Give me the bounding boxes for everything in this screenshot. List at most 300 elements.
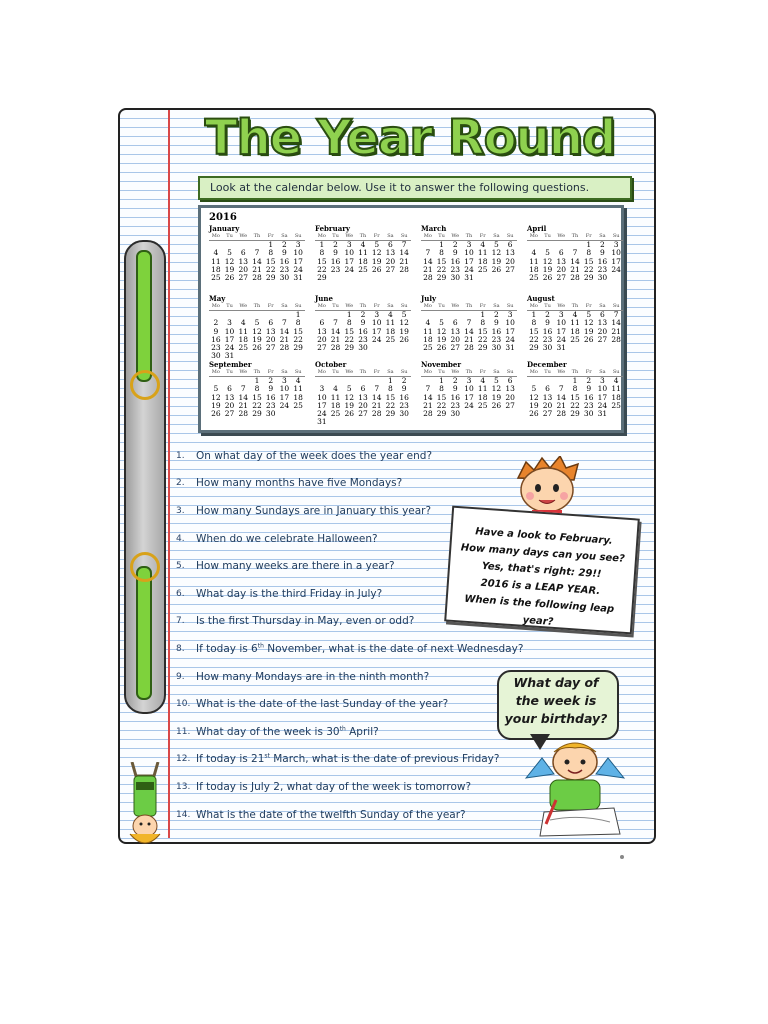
day-cell: 4 — [613, 376, 619, 385]
calendar-month — [315, 294, 411, 352]
weekday-header — [527, 233, 623, 241]
day-cell: 3 — [466, 240, 472, 249]
day-cell: 23 — [330, 264, 341, 274]
day-cell: 6 — [452, 318, 458, 328]
day-cell: 2 — [268, 376, 274, 385]
day-cell: 26 — [491, 400, 502, 410]
question-text-part: November, what is the date of next Wednesday? — [263, 642, 524, 655]
weekday-label: Fr — [479, 369, 486, 375]
day-cell: 10 — [224, 326, 235, 336]
day-cell: 31 — [556, 343, 567, 353]
day-cell: 22 — [436, 264, 447, 274]
page-dot — [620, 855, 624, 859]
day-cell: 27 — [597, 334, 608, 344]
day-cell: 19 — [529, 400, 539, 410]
day-cell: 21 — [330, 334, 341, 344]
day-cell: 7 — [374, 384, 380, 394]
day-cell: 9 — [282, 248, 287, 258]
day-cell: 3 — [319, 384, 325, 394]
weekday-label: Su — [506, 369, 514, 375]
weekday-label: Fr — [267, 303, 274, 309]
day-cell: 25 — [529, 273, 539, 283]
day-cell: 23 — [491, 334, 502, 344]
day-cell: 1 — [586, 240, 592, 249]
day-cell: 3 — [282, 376, 287, 385]
weekday-label: We — [451, 233, 460, 239]
day-cell: 13 — [238, 256, 249, 266]
day-cell: 13 — [556, 256, 567, 266]
day-cell: 5 — [494, 240, 499, 249]
day-cell: 11 — [477, 384, 488, 394]
day-cell: 15 — [317, 256, 327, 266]
day-cell: 4 — [480, 376, 486, 385]
calendar-month — [527, 294, 623, 352]
day-cell: 28 — [371, 409, 382, 419]
day-cell: 20 — [224, 400, 235, 410]
day-cell: 9 — [333, 248, 338, 258]
day-grid — [527, 241, 623, 282]
day-cell: 8 — [388, 384, 393, 394]
day-cell: 14 — [556, 392, 567, 402]
day-cell: 25 — [570, 334, 580, 344]
note-line: Have a look to February. — [474, 526, 614, 547]
day-cell: 31 — [224, 351, 235, 361]
day-cell: 22 — [570, 400, 580, 410]
day-cell: 16 — [265, 392, 276, 402]
day-cell: 15 — [529, 326, 539, 336]
calendar-month — [421, 294, 517, 352]
month-name: July — [421, 294, 437, 303]
weekday-label: Mo — [211, 303, 220, 309]
day-cell: 13 — [505, 384, 515, 394]
weekday-label: Tu — [226, 303, 233, 309]
day-cell: 23 — [597, 264, 608, 274]
day-cell: 19 — [252, 334, 262, 344]
day-cell: 20 — [542, 400, 553, 410]
binder-bar-bottom — [136, 566, 152, 700]
question-text: How many months have five Mondays? — [196, 477, 403, 490]
day-cell: 14 — [252, 256, 262, 266]
day-cell: 19 — [399, 326, 409, 336]
day-cell: 21 — [464, 334, 474, 344]
day-cell: 6 — [240, 248, 246, 258]
day-cell: 6 — [388, 240, 393, 249]
day-cell: 27 — [450, 343, 461, 353]
weekday-label: We — [557, 369, 566, 375]
question-number: 6. — [176, 588, 185, 599]
day-cell: 27 — [556, 273, 567, 283]
day-grid — [421, 377, 517, 418]
day-cell: 29 — [252, 409, 262, 419]
day-cell: 4 — [295, 376, 301, 385]
day-cell: 2 — [360, 310, 366, 319]
question-number: 2. — [176, 478, 185, 489]
day-cell: 25 — [293, 400, 303, 410]
weekday-label: Th — [465, 369, 473, 375]
day-cell: 17 — [597, 392, 608, 402]
day-cell: 17 — [224, 334, 235, 344]
day-cell: 19 — [224, 264, 235, 274]
day-cell: 10 — [344, 248, 355, 258]
binder-bar-top — [136, 250, 152, 382]
day-cell: 5 — [545, 248, 550, 258]
day-cell: 16 — [450, 392, 461, 402]
day-cell: 15 — [385, 392, 396, 402]
day-cell: 16 — [330, 256, 341, 266]
weekday-label: Th — [465, 303, 473, 309]
weekday-label: Mo — [423, 233, 432, 239]
day-cell: 3 — [507, 310, 513, 319]
day-cell: 26 — [542, 273, 553, 283]
weekday-label: Fr — [585, 303, 592, 309]
day-cell: 2 — [401, 376, 407, 385]
day-grid — [209, 377, 305, 418]
day-cell: 13 — [450, 326, 461, 336]
day-cell: 1 — [295, 310, 301, 319]
day-cell: 18 — [423, 334, 433, 344]
question-text: Is the first Thursday in May, even or odd? — [196, 615, 415, 628]
month-name: April — [527, 224, 547, 233]
day-cell: 14 — [238, 392, 249, 402]
day-cell: 2 — [545, 310, 550, 319]
day-cell: 15 — [252, 392, 262, 402]
day-cell: 8 — [572, 384, 578, 394]
weekday-label: Su — [612, 369, 620, 375]
day-cell: 24 — [556, 334, 567, 344]
day-cell: 14 — [611, 318, 621, 328]
weekday-label: Sa — [599, 233, 606, 239]
day-cell: 11 — [611, 384, 621, 394]
day-cell: 21 — [423, 400, 433, 410]
day-cell: 15 — [293, 326, 303, 336]
day-cell: 11 — [385, 318, 396, 328]
question-item — [176, 690, 526, 718]
weekday-label: Mo — [211, 369, 220, 375]
question-text: What is the date of the twelfth Sunday of the year? — [196, 808, 466, 821]
day-cell: 14 — [399, 248, 409, 258]
day-cell: 7 — [401, 240, 407, 249]
day-cell: 10 — [371, 318, 382, 328]
day-cell: 30 — [358, 343, 368, 353]
day-cell: 31 — [317, 417, 327, 427]
day-cell: 1 — [531, 310, 537, 319]
weekday-label: We — [451, 303, 460, 309]
day-grid — [421, 311, 517, 352]
day-cell: 31 — [464, 273, 474, 283]
day-cell: 6 — [319, 318, 325, 328]
day-cell: 2 — [282, 240, 287, 249]
day-cell: 26 — [371, 264, 382, 274]
day-cell: 29 — [570, 409, 580, 419]
day-cell: 28 — [252, 273, 262, 283]
day-cell: 16 — [597, 256, 608, 266]
day-grid — [315, 377, 411, 427]
weekday-label: Mo — [423, 369, 432, 375]
weekday-label: Tu — [226, 233, 233, 239]
day-cell: 22 — [265, 264, 276, 274]
day-cell: 20 — [450, 334, 461, 344]
leap-year-note-text — [453, 522, 630, 636]
day-cell: 26 — [491, 264, 502, 274]
day-cell: 27 — [224, 409, 235, 419]
calendar-month — [209, 224, 305, 282]
day-cell: 21 — [570, 264, 580, 274]
day-cell: 19 — [344, 400, 355, 410]
weekday-label: Th — [359, 303, 367, 309]
day-cell: 6 — [360, 384, 366, 394]
writing-child-icon — [520, 738, 630, 838]
day-cell: 30 — [583, 409, 594, 419]
day-grid — [527, 311, 623, 352]
day-cell: 21 — [423, 264, 433, 274]
day-cell: 14 — [423, 256, 433, 266]
day-cell: 28 — [279, 343, 290, 353]
question-number: 7. — [176, 616, 185, 627]
weekday-label: Tu — [332, 369, 339, 375]
day-cell: 24 — [344, 264, 355, 274]
day-cell: 15 — [477, 326, 488, 336]
day-cell: 12 — [224, 256, 235, 266]
day-cell: 9 — [213, 326, 219, 336]
day-cell: 28 — [464, 343, 474, 353]
day-cell: 18 — [477, 256, 488, 266]
day-cell: 7 — [558, 384, 564, 394]
weekday-label: Th — [571, 303, 579, 309]
day-cell: 21 — [556, 400, 567, 410]
day-cell: 30 — [597, 273, 608, 283]
day-cell: 2 — [452, 376, 458, 385]
day-cell: 11 — [423, 326, 433, 336]
day-cell: 12 — [344, 392, 355, 402]
day-cell: 24 — [224, 343, 235, 353]
question-text: How many Mondays are in the ninth month? — [196, 670, 430, 683]
day-cell: 7 — [425, 248, 431, 258]
day-cell: 1 — [439, 240, 444, 249]
weekday-label: Sa — [281, 369, 288, 375]
page-title: The Year Round — [204, 110, 616, 166]
day-cell: 16 — [279, 256, 290, 266]
day-cell: 13 — [317, 326, 327, 336]
day-cell: 29 — [293, 343, 303, 353]
weekday-label: We — [239, 303, 248, 309]
note-line: 2016 is a LEAP YEAR. — [480, 577, 601, 598]
day-cell: 16 — [211, 334, 221, 344]
weekday-label: Sa — [599, 369, 606, 375]
day-cell: 16 — [542, 326, 553, 336]
question-number: 10. — [176, 699, 191, 710]
day-cell: 6 — [600, 310, 605, 319]
day-cell: 6 — [507, 240, 513, 249]
day-cell: 11 — [330, 392, 341, 402]
day-cell: 6 — [545, 384, 550, 394]
day-cell: 6 — [227, 384, 232, 394]
binder-ring-icon — [130, 552, 160, 582]
day-cell: 26 — [344, 409, 355, 419]
day-cell: 25 — [423, 343, 433, 353]
day-cell: 20 — [505, 392, 515, 402]
question-text-part: March, what is the date of previous Friday? — [269, 753, 500, 766]
weekday-label: Tu — [544, 303, 551, 309]
weekday-header — [209, 303, 305, 311]
question-item — [176, 718, 526, 746]
day-cell: 1 — [268, 240, 274, 249]
day-cell: 30 — [399, 409, 409, 419]
weekday-label: Mo — [317, 233, 326, 239]
calendar-month — [421, 360, 517, 418]
question-text: What is the date of the last Sunday of the year? — [196, 698, 449, 711]
day-cell: 26 — [252, 343, 262, 353]
day-cell: 29 — [385, 409, 396, 419]
question-number: 13. — [176, 781, 191, 792]
day-cell: 9 — [360, 318, 366, 328]
weekday-label: Su — [400, 303, 408, 309]
day-cell: 30 — [279, 273, 290, 283]
question-text: What day is the third Friday in July? — [196, 587, 383, 600]
day-cell: 24 — [464, 400, 474, 410]
day-cell: 1 — [439, 376, 444, 385]
day-cell: 2 — [494, 310, 499, 319]
day-cell: 19 — [491, 392, 502, 402]
day-cell: 17 — [279, 392, 290, 402]
binder-ring-icon — [130, 370, 160, 400]
day-cell: 14 — [279, 326, 290, 336]
month-name: June — [315, 294, 333, 303]
question-text: On what day of the week does the year end? — [196, 449, 433, 462]
day-cell: 12 — [371, 248, 382, 258]
day-cell: 14 — [371, 392, 382, 402]
day-cell: 5 — [346, 384, 352, 394]
day-cell: 12 — [542, 256, 553, 266]
day-cell: 30 — [542, 343, 553, 353]
day-cell: 8 — [439, 248, 444, 258]
day-cell: 28 — [330, 343, 341, 353]
weekday-label: We — [345, 303, 354, 309]
day-cell: 23 — [265, 400, 276, 410]
question-number: 4. — [176, 533, 185, 544]
day-cell: 22 — [317, 264, 327, 274]
day-cell: 4 — [480, 240, 486, 249]
day-cell: 4 — [572, 310, 578, 319]
question-item — [176, 746, 526, 774]
day-cell: 5 — [586, 310, 592, 319]
weekday-label: Fr — [373, 303, 380, 309]
day-cell: 10 — [556, 318, 567, 328]
question-number: 1. — [176, 450, 185, 461]
day-cell: 7 — [425, 384, 431, 394]
day-cell: 10 — [597, 384, 608, 394]
day-cell: 15 — [436, 256, 447, 266]
day-cell: 26 — [399, 334, 409, 344]
day-cell: 25 — [477, 264, 488, 274]
day-cell: 12 — [211, 392, 221, 402]
weekday-label: Sa — [387, 303, 394, 309]
weekday-label: Th — [253, 369, 261, 375]
bubble-line: the week is — [515, 693, 597, 708]
day-cell: 13 — [542, 392, 553, 402]
day-cell: 8 — [586, 248, 592, 258]
day-grid — [209, 311, 305, 361]
day-cell: 11 — [293, 384, 303, 394]
weekday-label: Mo — [529, 233, 538, 239]
day-cell: 24 — [611, 264, 621, 274]
day-cell: 5 — [531, 384, 537, 394]
day-grid — [209, 241, 305, 282]
day-cell: 29 — [583, 273, 594, 283]
day-cell: 20 — [317, 334, 327, 344]
weekday-label: Th — [465, 233, 473, 239]
day-cell: 7 — [240, 384, 246, 394]
weekday-label: We — [557, 303, 566, 309]
day-cell: 5 — [254, 318, 260, 328]
day-cell: 13 — [505, 248, 515, 258]
day-cell: 25 — [611, 400, 621, 410]
day-cell: 9 — [452, 248, 458, 258]
question-number: 5. — [176, 561, 185, 572]
day-cell: 10 — [464, 384, 474, 394]
weekday-label: Su — [400, 233, 408, 239]
question-text: If today is July 2, what day of the week is tomorrow? — [196, 780, 472, 793]
day-cell: 24 — [597, 400, 608, 410]
day-cell: 2 — [333, 240, 338, 249]
day-cell: 4 — [388, 310, 393, 319]
day-cell: 29 — [436, 409, 447, 419]
day-cell: 7 — [282, 318, 287, 328]
day-cell: 9 — [268, 384, 274, 394]
day-cell: 3 — [374, 310, 380, 319]
day-cell: 5 — [401, 310, 407, 319]
day-cell: 27 — [238, 273, 249, 283]
day-cell: 27 — [317, 343, 327, 353]
day-cell: 5 — [439, 318, 444, 328]
day-cell: 10 — [279, 384, 290, 394]
day-cell: 1 — [254, 376, 260, 385]
day-cell: 22 — [252, 400, 262, 410]
day-cell: 29 — [344, 343, 355, 353]
margin-line — [168, 110, 170, 838]
day-cell: 28 — [399, 264, 409, 274]
weekday-label: Sa — [387, 233, 394, 239]
day-cell: 18 — [330, 400, 341, 410]
day-cell: 14 — [570, 256, 580, 266]
day-cell: 13 — [385, 248, 396, 258]
note-line: How many days can you see? — [460, 542, 626, 565]
calendar-2016 — [198, 205, 624, 433]
day-cell: 10 — [317, 392, 327, 402]
day-cell: 11 — [238, 326, 249, 336]
day-cell: 15 — [570, 392, 580, 402]
weekday-label: Th — [571, 233, 579, 239]
weekday-label: Sa — [281, 233, 288, 239]
day-cell: 9 — [452, 384, 458, 394]
day-cell: 30 — [265, 409, 276, 419]
day-cell: 3 — [466, 376, 472, 385]
day-cell: 7 — [572, 248, 578, 258]
day-cell: 10 — [464, 248, 474, 258]
question-list — [176, 442, 526, 828]
weekday-label: Fr — [373, 233, 380, 239]
day-cell: 8 — [346, 318, 352, 328]
day-cell: 20 — [238, 264, 249, 274]
month-name: August — [527, 294, 555, 303]
bubble-line: What day of — [513, 675, 599, 690]
note-line: Yes, that's right: 29!! — [481, 560, 602, 581]
day-cell: 15 — [265, 256, 276, 266]
day-cell: 17 — [505, 326, 515, 336]
day-cell: 28 — [556, 409, 567, 419]
day-cell: 23 — [358, 334, 368, 344]
day-cell: 11 — [570, 318, 580, 328]
day-cell: 30 — [211, 351, 221, 361]
